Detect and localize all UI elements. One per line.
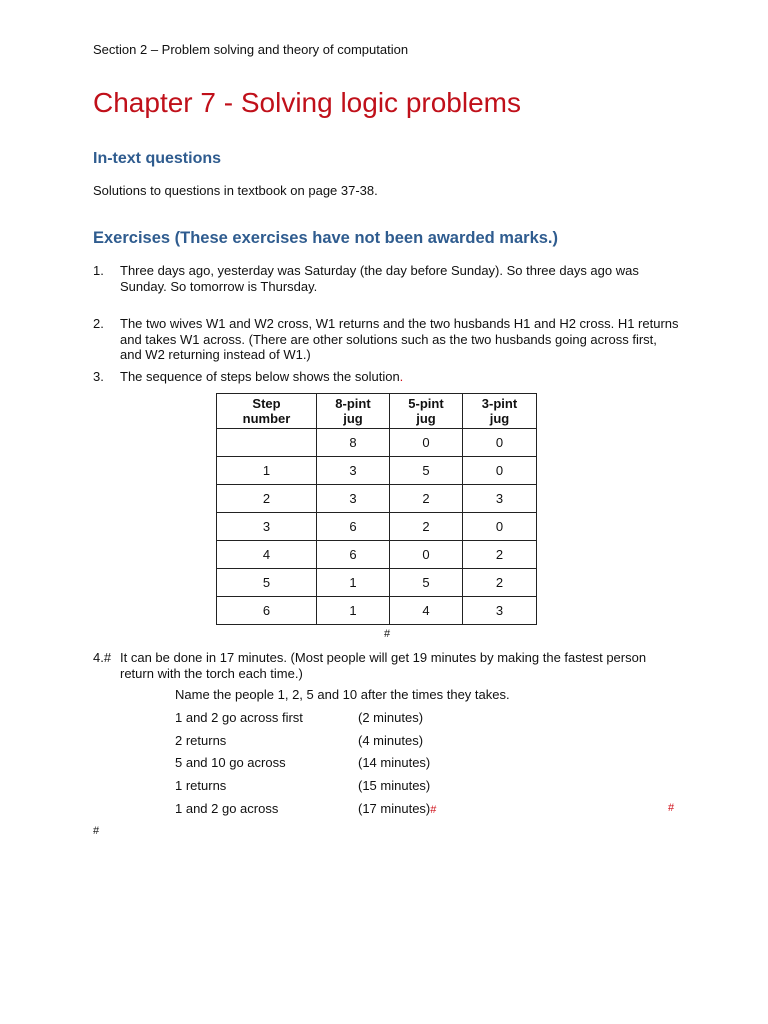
table-row [217,541,537,569]
table-header-row [217,394,537,429]
item-number: 3. [93,369,104,384]
table-cell: 2 [463,541,537,569]
torch-intro: Name the people 1, 2, 5 and 10 after the times they takes. [175,687,510,702]
table-row [217,429,537,457]
intext-heading: In-text questions [93,150,222,167]
end-mark: # [93,825,100,837]
table-cell: 0 [463,429,537,457]
table-cell: 2 [217,485,317,513]
table-cell: 8 [317,429,390,457]
item-text: It can be done in 17 minutes. (Most people will get 19 minutes by making the fastest person return with the torch each time.) [120,650,647,681]
jug-steps-table [216,393,537,625]
table-cell: 2 [390,485,463,513]
table-cell: 3 [463,485,537,513]
table-cell: 2 [390,513,463,541]
table-cell: 6 [317,513,390,541]
column-header: Step number [217,394,317,429]
table-row [217,513,537,541]
table-cell: 1 [317,597,390,625]
item-number: 1. [93,263,104,278]
step-time: (2 minutes) [358,710,424,725]
table-cell: 3 [317,457,390,485]
table-mark: # [384,628,391,640]
table-cell: 3 [463,597,537,625]
item-text-end: . [399,369,404,384]
table-cell: 4 [390,597,463,625]
step-action: 5 and 10 go across [175,755,286,770]
step-time: (14 minutes) [358,755,431,770]
table-cell: 1 [317,569,390,597]
item-number: 2. [93,316,104,331]
table-cell: 6 [317,541,390,569]
column-header: 3-pint jug [463,394,537,429]
step-action: 1 and 2 go across [175,801,279,816]
table-row [217,569,537,597]
item-text: The two wives W1 and W2 cross, W1 returns and the two husbands H1 and H2 cross. H1 returns and takes W1 across. (There are other solutions such as the two husbands going across first, and W2 returning instead of W1.) [120,316,679,362]
step-mark: # [430,804,437,816]
exercises-heading: Exercises (These exercises have not been awarded marks.) [93,229,558,247]
item-text [120,369,680,385]
table-cell: 0 [390,541,463,569]
table-cell: 0 [463,457,537,485]
table-cell: 3 [217,513,317,541]
table-cell [217,429,317,457]
table-cell: 0 [463,513,537,541]
table-row [217,457,537,485]
right-mark: # [668,802,675,814]
step-time: (4 minutes) [358,733,424,748]
step-time [358,801,436,816]
intext-paragraph: Solutions to questions in textbook on page 37-38. [93,183,378,198]
column-header: 8-pint jug [317,394,390,429]
table-cell: 3 [317,485,390,513]
table-cell: 1 [217,457,317,485]
chapter-title: Chapter 7 - Solving logic problems [93,87,521,118]
table-cell: 2 [463,569,537,597]
table-cell: 5 [217,569,317,597]
table-row [217,597,537,625]
table-cell: 4 [217,541,317,569]
step-time-text: (17 minutes) [358,801,431,816]
table-row [217,485,537,513]
column-header: 5-pint jug [390,394,463,429]
page-header: Section 2 – Problem solving and theory of computation [93,42,409,57]
item-text-body: The sequence of steps below shows the solution [120,369,400,384]
step-time: (15 minutes) [358,778,431,793]
item-number: 4.# [93,650,112,665]
step-action: 1 and 2 go across first [175,710,303,725]
item-text: Three days ago, yesterday was Saturday (the day before Sunday). So three days ago was Sunday. So tomorrow is Thursday. [120,263,639,294]
step-action: 1 returns [175,778,227,793]
table-cell: 6 [217,597,317,625]
step-action: 2 returns [175,733,227,748]
table-cell: 5 [390,569,463,597]
table-cell: 0 [390,429,463,457]
table-cell: 5 [390,457,463,485]
